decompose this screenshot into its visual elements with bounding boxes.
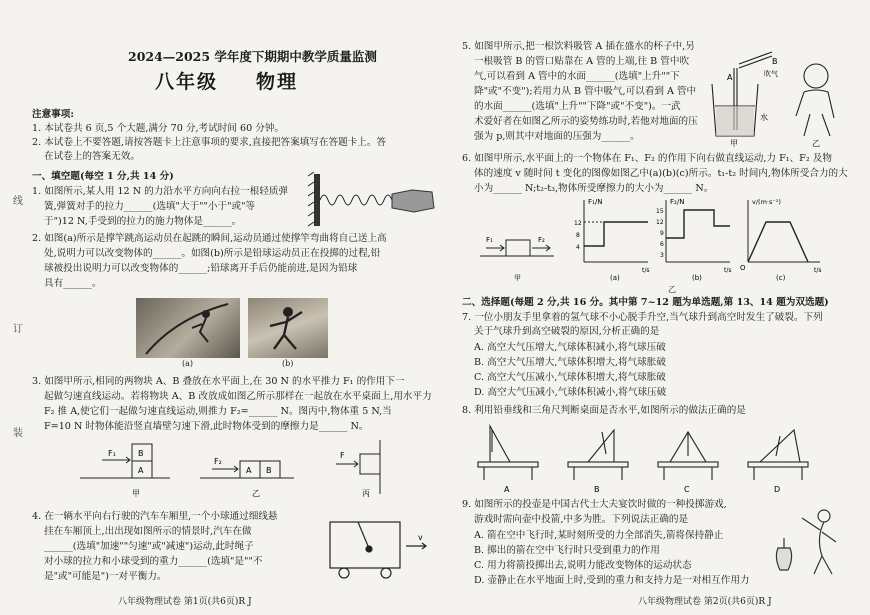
q3-line: 起做匀速直线运动。若将物块 A、B 改放成如图乙所示那样在一起放在水平桌面上,用水平力: [44, 391, 432, 402]
graph-b-tick: 15: [656, 208, 664, 215]
graph-c-ylabel: v/(m·s⁻¹): [752, 198, 781, 206]
figure-label-yi: 乙: [252, 489, 260, 498]
figure-label-jia: 甲: [730, 139, 738, 148]
velocity-label: v: [418, 533, 423, 542]
figure-label-jia: 甲: [514, 274, 521, 282]
graph-c-origin: O: [740, 264, 746, 272]
q5-line: 的水面______(选填"上升""下降"或"不变")。一武: [474, 101, 681, 112]
graph-a-caption: (a): [610, 274, 620, 282]
q8-label-d: D: [774, 485, 781, 494]
graph-b-xlabel: t/s: [724, 267, 732, 274]
force-time-graphs: [480, 196, 850, 288]
graph-a-tick: 4: [576, 244, 580, 251]
graph-a-tick: 12: [574, 220, 582, 227]
q9-stem: 游戏时需向壶中投箭,中多为胜。下列说法正确的是: [474, 514, 689, 525]
q4-line: 挂在车厢顶上,出出现如图所示的情景时,汽车在做: [44, 526, 252, 537]
graph-b-ylabel: F₂/N: [670, 198, 685, 206]
q7-option-b[interactable]: B. 高空大气压增大,气球体积增大,将气球胀破: [474, 357, 666, 368]
force-label-f2: F₂: [214, 457, 222, 466]
straw-cup-figure: [706, 44, 856, 148]
figure-label-yi: 乙: [668, 285, 676, 294]
binding-mark-line: 线: [13, 196, 23, 207]
graph-b-tick: 3: [660, 252, 664, 259]
q3-line: F=10 N 时物体能沿竖直墙壁匀速下滑,此时物体受到的摩擦力是______ N。: [44, 421, 369, 432]
straw-label-a: A: [727, 73, 733, 82]
q9-option-c[interactable]: C. 用力将箭投掷出去,说明力能改变物体的运动状态: [474, 560, 692, 571]
water-label: 水: [760, 113, 768, 122]
grade-label: 八年级: [155, 71, 219, 93]
q7-option-a[interactable]: A. 高空大气压增大,气球体积减小,将气球压破: [474, 342, 666, 353]
graph-b-tick: 12: [656, 219, 664, 226]
figure-label-jia: 甲: [132, 489, 140, 498]
q7-option-c[interactable]: C. 高空大气压减小,气球体积增大,将气球胀破: [474, 372, 666, 383]
q8-label-a: A: [504, 485, 510, 494]
graph-a-xlabel: t/s: [642, 267, 650, 274]
binding-mark-stitch: 装: [13, 428, 23, 439]
level-check-figure: [474, 418, 814, 494]
stacked-blocks-figure: [80, 436, 400, 500]
q6-line: 小为______ N;t₂-t₃,物体所受摩擦力的大小为______ N。: [474, 183, 714, 194]
spring-hand-figure: [308, 172, 436, 228]
shot-put-photo: [248, 298, 328, 358]
subject-label: 物理: [256, 71, 299, 93]
q4-line: ______(选填"加速""匀速"或"减速")运动,此时绳子: [44, 541, 254, 552]
q6-line: 体的速度 v 随时间 t 变化的图像如图乙中(a)(b)(c)所示。t₁-t₂ 时间内,物体所受合力的大: [474, 168, 848, 179]
q1-line: 簧,弹簧对手的拉力______(选填"大于""小于"或"等: [44, 201, 256, 212]
q2-line: 2. 如图(a)所示是撑竿跳高运动员在起跳的瞬间,运动员通过使撑竿弯曲将自己送上高: [32, 233, 387, 244]
q5-line: 一根吸管 B 的管口贴靠在 A 管的上端,往 B 管中吹: [474, 56, 690, 67]
page-footer-right: 八年级物理试卷 第2页(共6页)R J: [638, 597, 772, 607]
q2-line: 球被投出说明力可以改变物体的______;铅球离开手后仍能前进,是因为铅球: [44, 263, 358, 274]
car-pendulum-figure: [322, 516, 434, 582]
note-line: 2. 本试卷上不要答题,请按答题卡上注意事项的要求,直接把答案填写在答题卡上。答: [32, 137, 387, 148]
binding-mark-bind: 订: [13, 324, 23, 335]
exam-page-right: [440, 0, 865, 615]
exam-page-left: [10, 0, 438, 615]
q8-label-b: B: [594, 485, 600, 494]
page-footer-left: 八年级物理试卷 第1页(共6页)R J: [118, 597, 252, 607]
q6-line: 6. 如图甲所示,水平面上的一个物体在 F₁、F₂ 的作用下向右做直线运动,力 F₁、F₂ 及物: [462, 153, 832, 164]
q9-option-d[interactable]: D. 壶静止在水平地面上时,受到的重力和支持力是一对相互作用力: [474, 575, 750, 586]
force-label-f2: F₂: [538, 236, 545, 244]
figure-label-yi: 乙: [812, 139, 820, 148]
force-label-f1: F₁: [486, 236, 493, 244]
q5-line: 术爱好者在如图乙所示的姿势练功时,若他对地面的压: [474, 116, 698, 127]
note-line: 在试卷上的答案无效。: [44, 151, 140, 162]
q5-line: 强为 p,则其中对地面的压强为______。: [474, 131, 640, 142]
q9-stem: 9. 如图所示的投壶是中国古代士大夫宴饮时做的一种投掷游戏,: [462, 499, 727, 510]
q7-stem: 关于气球升到高空破裂的原因,分析正确的是: [474, 326, 660, 337]
block-label-b: B: [138, 449, 144, 458]
force-label-f: F: [340, 451, 345, 460]
pitch-pot-figure: [758, 500, 858, 578]
q3-line: 3. 如图甲所示,相同的两物块 A、B 叠放在水平面上,在 30 N 的水平推力 F₁ 的作用下一: [32, 376, 405, 387]
graph-c-xlabel: t/s: [814, 267, 822, 274]
q5-line: 5. 如图甲所示,把一根饮料吸管 A 插在盛水的杯子中,另: [462, 41, 695, 52]
section1-heading: 一、填空题(每空 1 分,共 14 分): [32, 171, 174, 182]
graph-b-tick: 6: [660, 241, 664, 248]
graph-b-caption: (b): [692, 274, 702, 282]
blow-label: 吹气: [764, 70, 778, 78]
graph-b-tick: 9: [660, 230, 664, 237]
note-line: 1. 本试卷共 6 页,5 个大题,满分 70 分,考试时间 60 分钟。: [32, 123, 285, 134]
q1-line: 于")12 N,手受到的拉力的施力物体是______。: [44, 216, 242, 227]
q7-option-d[interactable]: D. 高空大气压减小,气球体积减小,将气球压破: [474, 387, 667, 398]
q4-line: 是"或"可能是")一对平衡力。: [44, 571, 167, 582]
straw-label-b: B: [772, 57, 778, 66]
block-label-a: A: [246, 466, 252, 475]
graph-c-caption: (c): [776, 274, 786, 282]
photo-caption-a: (a): [182, 359, 194, 368]
q5-line: 降"或"不变");若用力从 B 管中吸气,可以看到 A 管中: [474, 86, 697, 97]
q9-option-b[interactable]: B. 掷出的箭在空中飞行时只受到重力的作用: [474, 545, 660, 556]
q5-line: 气,可以看到 A 管中的水面______(选填"上升""下: [474, 71, 680, 82]
q2-line: 具有______。: [44, 278, 102, 289]
graph-a-ylabel: F₁/N: [588, 198, 603, 206]
exam-title: 2024—2025 学年度下期期中教学质量监测: [128, 49, 377, 64]
graph-a-tick: 8: [576, 232, 580, 239]
q3-line: F₂ 推 A,使它们一起做匀速直线运动,则推力 F₂=______ N。图丙中,物体重 5 N,当: [44, 406, 392, 417]
q8-stem: 8. 利用铅垂线和三角尺判断桌面是否水平,如图所示的做法正确的是: [462, 405, 746, 416]
q4-line: 4. 在一辆水平向右行驶的汽车车厢里,一个小球通过细线悬: [32, 511, 278, 522]
q8-label-c: C: [684, 485, 690, 494]
block-label-b: B: [266, 466, 272, 475]
q9-option-a[interactable]: A. 箭在空中飞行时,某时刻所受的力全部消失,箭将保持静止: [474, 530, 724, 541]
q1-line: 1. 如图所示,某人用 12 N 的力沿水平方向向右拉一根轻质弹: [32, 186, 289, 197]
force-label-f1: F₁: [108, 449, 116, 458]
q4-line: 对小球的拉力和小球受到的重力______(选填"是""不: [44, 556, 263, 567]
section2-heading: 二、选择题(每题 2 分,共 16 分。其中第 7~12 题为单选题,第 13、14 题为双选题): [462, 297, 829, 308]
figure-label-bing: 丙: [362, 489, 370, 498]
q2-line: 处,说明力可以改变物体的______。如图(b)所示是铅球运动员正在投掷的过程,铅: [44, 248, 381, 259]
notes-heading: 注意事项:: [32, 109, 74, 120]
q7-stem: 7. 一位小朋友手里拿着的氢气球不小心脱手升空,当气球升到高空时发生了破裂。下列: [462, 312, 823, 323]
pole-vault-photo: [136, 298, 240, 358]
block-label-a: A: [138, 466, 144, 475]
photo-caption-b: (b): [282, 359, 294, 368]
